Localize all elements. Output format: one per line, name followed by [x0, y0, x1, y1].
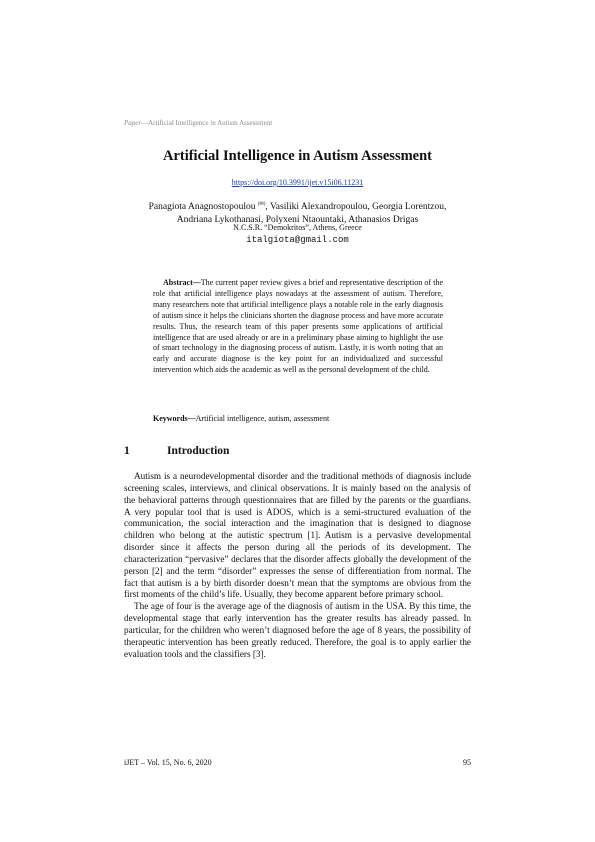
- body-text: [124, 471, 471, 661]
- envelope-icon: (✉): [257, 202, 266, 207]
- section-title: Introduction: [167, 445, 230, 457]
- keywords-text: Artificial intelligence, autism, assessment: [195, 414, 330, 423]
- footer-journal: iJET ‒ Vol. 15, No. 6, 2020: [124, 758, 212, 767]
- affiliation: N.C.S.R. “Demokritos”, Athens, Greece: [233, 223, 362, 232]
- abstract-label: Abstract—: [163, 278, 201, 287]
- author-line-1: [124, 198, 471, 214]
- co-authors-1: , Vasiliki Alexandropoulou, Georgia Lorentzou,: [265, 202, 447, 213]
- keywords-label: Keywords—: [153, 414, 196, 423]
- page-number: 95: [463, 758, 471, 767]
- author-line-2: Andriana Lykothanasi, Polyxeni Ntaountaki, Athanasios Drigas: [176, 215, 419, 226]
- paragraph-2: The age of four is the average age of the diagnosis of autism in the USA. By this time, the developmental stage that early intervention has the greater results has already passed. In particular, for the children who weren’t diagnosed before the age of 8 years, the possibility of therapeutic intervention has been greatly reduced. Therefore, the goal is to apply earlier the evaluation tools and the classifiers [3].: [124, 601, 471, 659]
- corresponding-author: Panagiota Anagnostopoulou: [148, 202, 256, 213]
- running-title: Artificial Intelligence in Autism Assessment: [148, 119, 273, 127]
- paragraph-1: Autism is a neurodevelopmental disorder and the traditional methods of diagnosis include screening scales, interviews, and clinical observations. It is mainly based on the analysis of the behavioral patterns through questionnaires that are filled by the parents or the guardians. A very popular tool that is used is ADOS, which is a semi-structured evaluation of the communication, the social interaction and the imagination that is designed to diagnose children who belong at the autistic spectrum [1]. Autism is a pervasive developmental disorder since it affects the person during all the periods of its development. The characterization “pervasive” declares that the disorder affects globally the development of the person [2] and the term “disorder” expresses the sense of differentiation from normal. The fact that autism is a by birth disorder doesn’t mean that the symptoms are obvious from the first moments of the child’s life. Usually, they become apparent before primary school.: [124, 471, 471, 600]
- header-separator: —: [141, 119, 149, 127]
- author-email[interactable]: italgiota@gmail.com: [246, 235, 349, 245]
- section-heading: [124, 445, 229, 457]
- running-header: [124, 119, 272, 127]
- abstract-text: The current paper review gives a brief and representative description of the role that artificial intelligence plays nowadays at the assessment of autism. Therefore, many researchers note that artificial intelligence plays a notable role in the early diagnosis of autism since it helps the clinicians shorten the diagnose process and have more accurate results. Thus, the research team of this paper presents some applications of artificial intelligence that are used already or are in a preliminary phase aiming to highlight the use of smart technology in the diagnosing process of autism. Lastly, it is worth noting that an early and accurate diagnose is the key point for an individualized and successful intervention which aids the academic as well as the personal development of the child.: [153, 278, 443, 375]
- paper-title: Artificial Intelligence in Autism Assessment: [162, 148, 433, 164]
- section-number: 1: [124, 445, 130, 457]
- abstract: [153, 278, 443, 376]
- paper-label: Paper: [124, 119, 142, 127]
- doi-link[interactable]: https://doi.org/10.3991/ijet.v15i06.11231: [231, 178, 364, 187]
- keywords: [153, 414, 443, 423]
